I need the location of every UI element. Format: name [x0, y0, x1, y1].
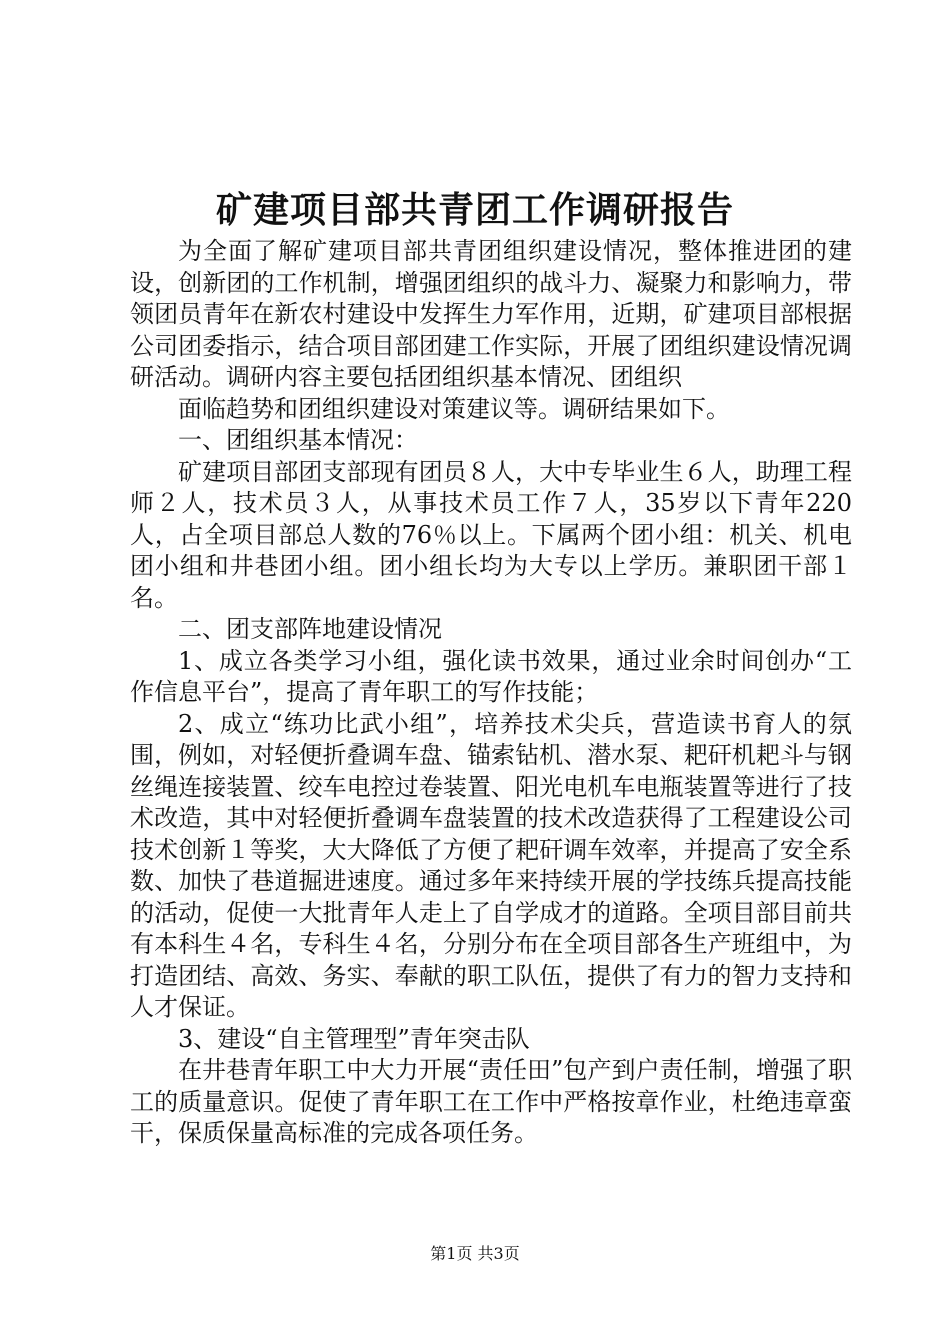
- section-heading-1: 一、团组织基本情况：: [178, 426, 418, 454]
- paragraph-basic-situation: 矿建项目部团支部现有团员８人，大中专毕业生６人，助理工程师２人，技术员３人，从事技术员工作７人，35岁以下青年220人，占全项目部总人数的76％以上。下属两个团小组：机关、机电团小组和井巷团小组。团小组长均为大专以上学历。兼职团干部１名。: [130, 457, 852, 612]
- paragraph-responsibility: 在井巷青年职工中大力开展“责任田”包产到户责任制，增强了职工的质量意识。促使了青年职工在工作中严格按章作业，杜绝违章蛮干，保质保量高标准的完成各项任务。: [130, 1056, 852, 1147]
- list-item-3: 3、建设“自主管理型”青年突击队: [178, 1024, 530, 1053]
- list-item-2: 2、成立“练功比武小组”，培养技术尖兵，营造读书育人的氛围，例如，对轻便折叠调车盘、锚索钻机、潜水泵、耙矸机耙斗与钢丝绳连接装置、绞车电控过卷装置、阳光电机车电瓶装置等进行了技术改造，其中对轻便折叠调车盘装置的技术改造获得了工程建设公司技术创新１等奖，大大降低了方便了耙矸调车效率，并提高了安全系数、加快了巷道掘进速度。通过多年来持续开展的学技练兵提高技能的活动，促使一大批青年人走上了自学成才的道路。全项目部目前共有本科生４名，专科生４名，分别分布在全项目部各生产班组中，为打造团结、高效、务实、奉献的职工队伍，提供了有力的智力支持和人才保证。: [130, 709, 852, 1021]
- paragraph-intro: 为全面了解矿建项目部共青团组织建设情况，整体推进团的建设，创新团的工作机制，增强团组织的战斗力、凝聚力和影响力，带领团员青年在新农村建设中发挥生力军作用，近期，矿建项目部根据公司团委指示，结合项目部团建工作实际，开展了团组织建设情况调研活动。调研内容主要包括团组织基本情况、团组织: [130, 237, 852, 391]
- paragraph-intro-continued: 面临趋势和团组织建设对策建议等。调研结果如下。: [178, 394, 730, 423]
- document-body: [130, 236, 852, 1150]
- list-item-1: 1、成立各类学习小组，强化读书效果，通过业余时间创办“工作信息平台”，提高了青年职工的写作技能；: [130, 646, 852, 706]
- section-heading-2: 二、团支部阵地建设情况: [178, 615, 442, 643]
- page-footer: 第1页 共3页: [430, 1244, 520, 1263]
- page-title: 矿建项目部共青团工作调研报告: [215, 189, 734, 231]
